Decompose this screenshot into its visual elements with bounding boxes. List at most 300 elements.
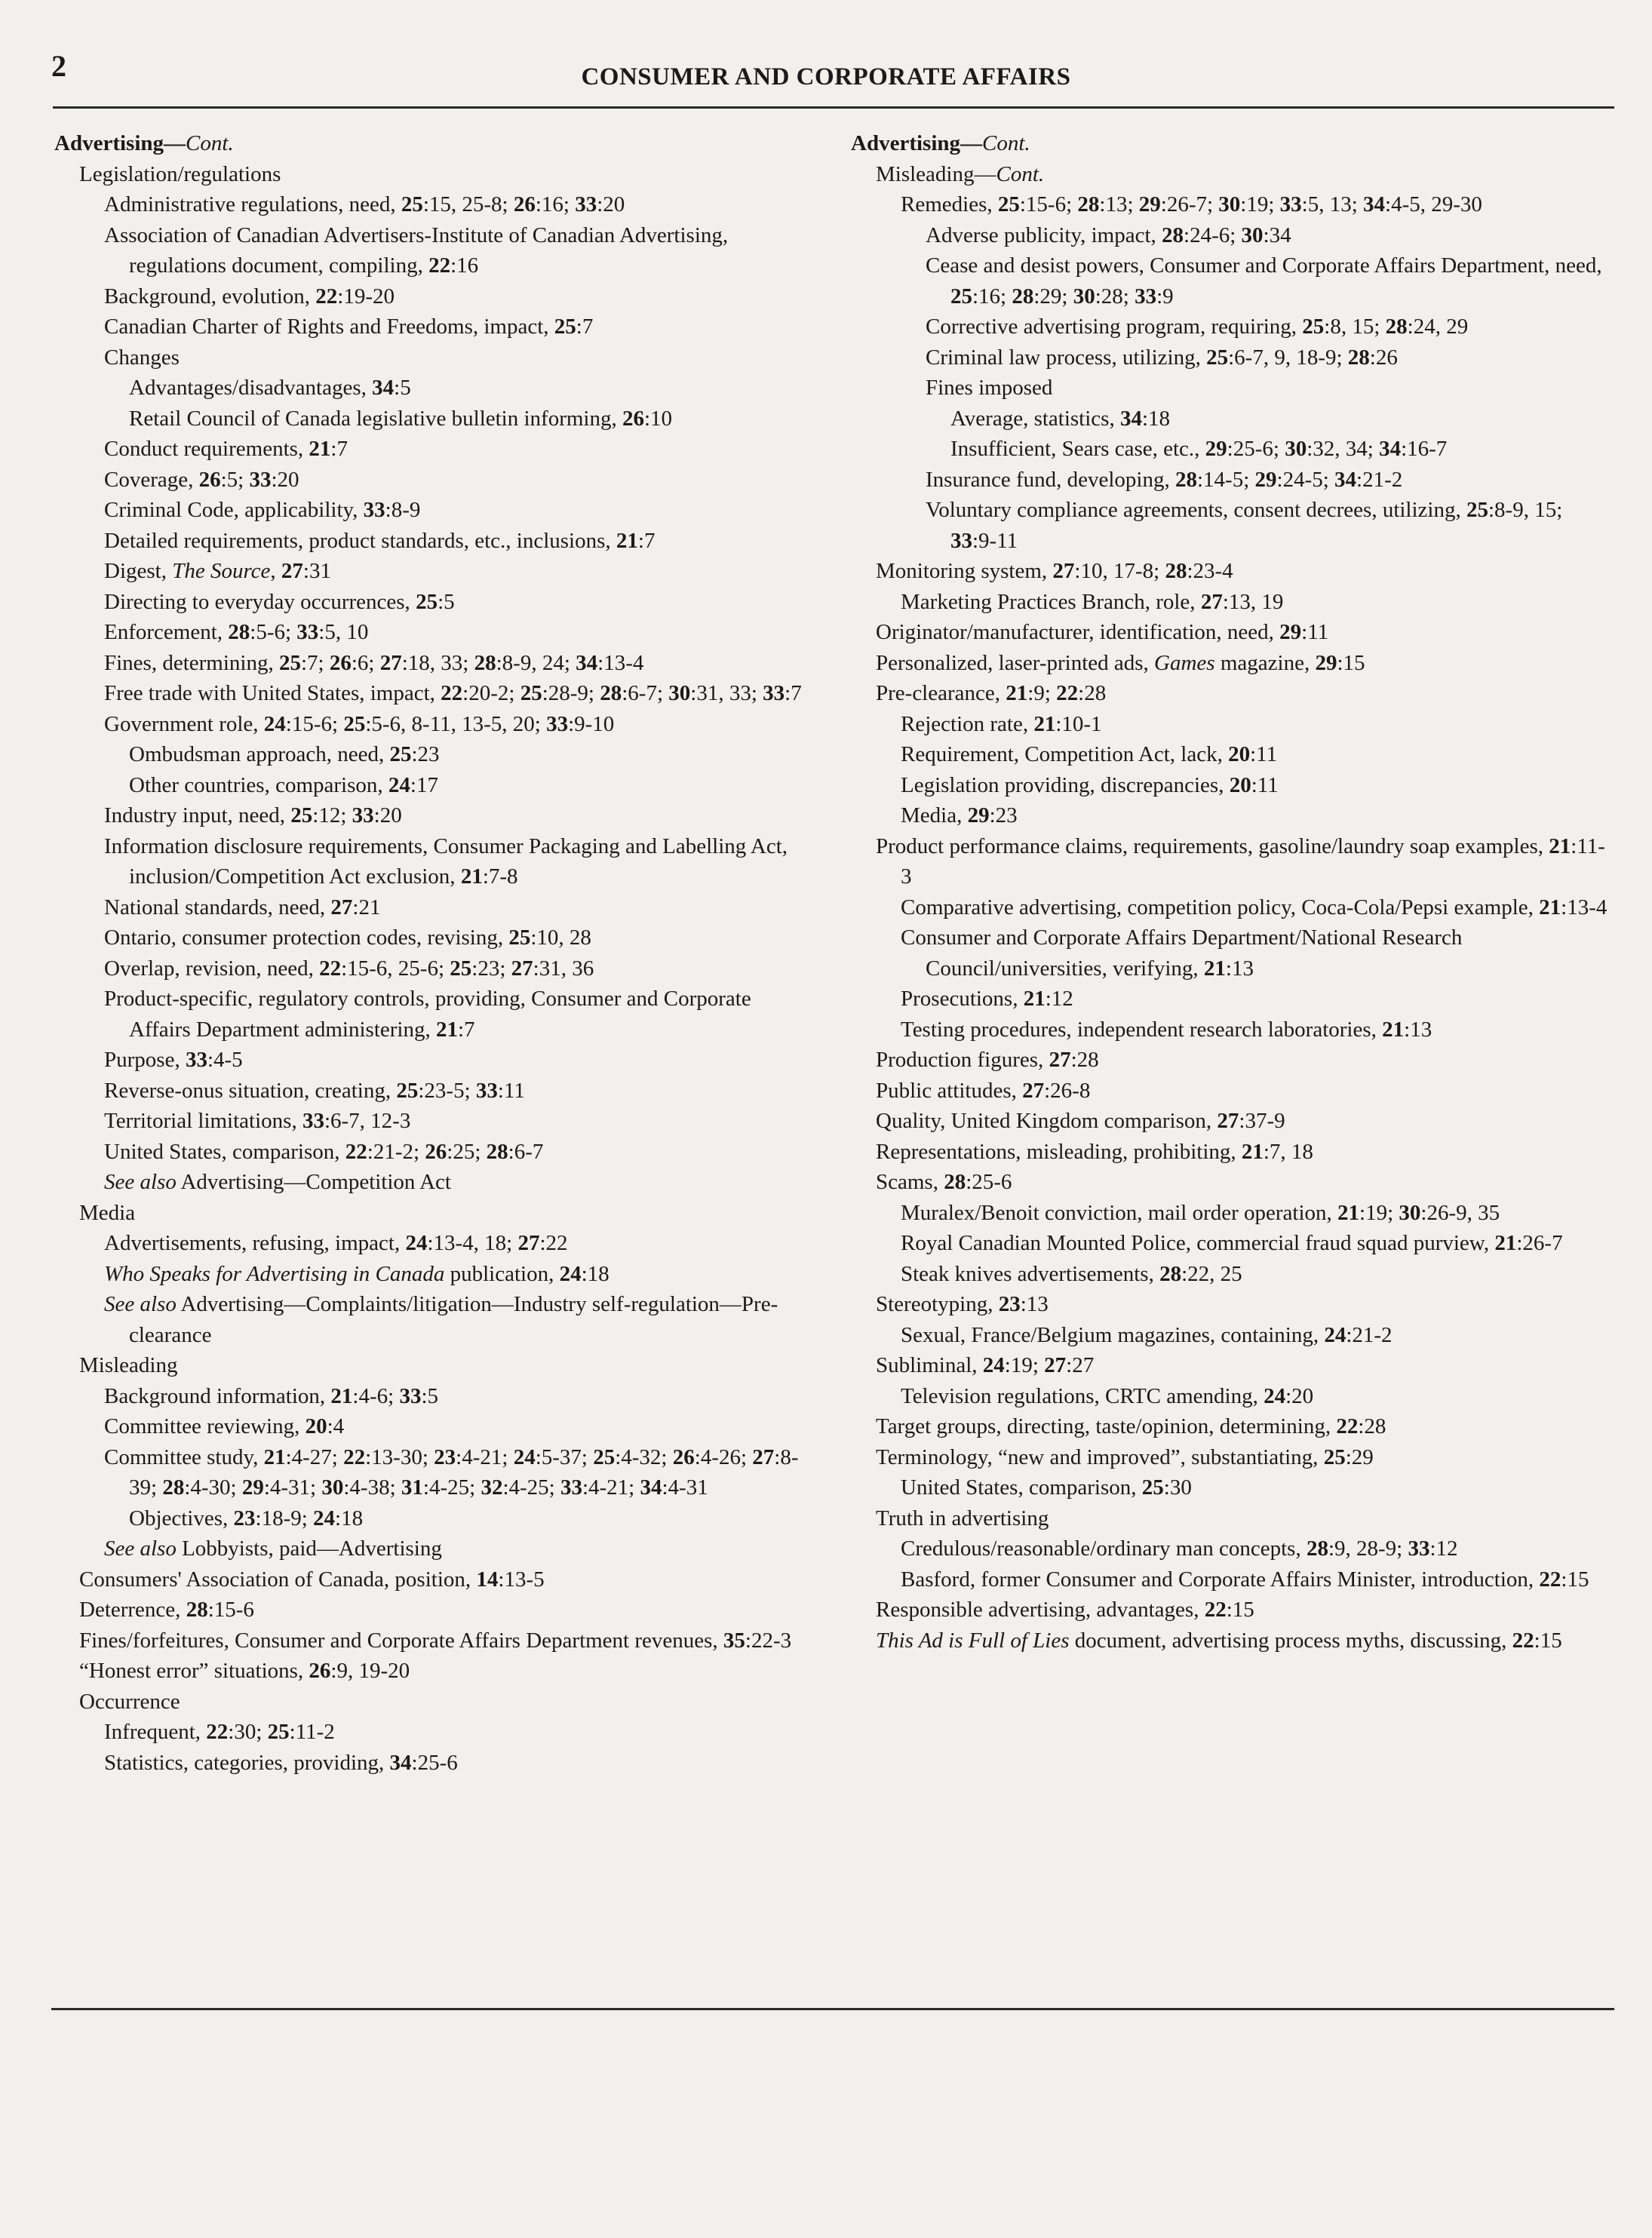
running-title: CONSUMER AND CORPORATE AFFAIRS bbox=[581, 63, 1071, 91]
issue-number: 25 bbox=[416, 589, 438, 614]
entry-text: :18 bbox=[1141, 406, 1171, 431]
issue-number: 22 bbox=[1056, 681, 1079, 705]
entry-text: :8-9 bbox=[385, 498, 421, 522]
entry-text: :25-6; bbox=[1227, 437, 1285, 461]
entry-text: Advertisements, refusing, impact, bbox=[104, 1231, 406, 1255]
entry-text: Criminal law process, utilizing, bbox=[926, 345, 1207, 370]
entry-text: Occurrence bbox=[79, 1689, 180, 1714]
entry-text: publication, bbox=[444, 1261, 560, 1286]
entry-text: Corrective advertising program, requiring, bbox=[926, 315, 1303, 339]
entry-text: :19; bbox=[1359, 1200, 1399, 1225]
entry-text: National standards, need, bbox=[104, 895, 331, 919]
issue-number: 24 bbox=[388, 772, 410, 797]
entry-text: :5 bbox=[394, 376, 411, 400]
entry-text: :30; bbox=[228, 1720, 268, 1744]
entry-text: Background information, bbox=[104, 1383, 331, 1408]
index-entry bbox=[851, 739, 1609, 770]
entry-text: :26 bbox=[1369, 345, 1398, 370]
issue-number: 27 bbox=[1044, 1353, 1067, 1377]
index-entry bbox=[851, 159, 1609, 190]
index-entry bbox=[54, 1198, 816, 1229]
issue-number: 31 bbox=[401, 1475, 423, 1500]
issue-number: 33 bbox=[352, 803, 374, 827]
entry-text: Product-specific, regulatory controls, providing, Consumer and Corporate Affairs Department administering, bbox=[104, 987, 751, 1042]
entry-text: :23; bbox=[471, 956, 511, 981]
entry-text: Average, statistics, bbox=[950, 406, 1120, 431]
index-entry bbox=[851, 1015, 1609, 1045]
entry-text: :31, 33; bbox=[690, 681, 763, 705]
entry-text: :26-7 bbox=[1516, 1231, 1563, 1255]
index-entry bbox=[54, 1350, 816, 1381]
issue-number: 33 bbox=[1135, 284, 1157, 309]
entry-text: :13 bbox=[1225, 956, 1254, 981]
entry-text: :20 bbox=[373, 803, 402, 827]
entry-text: :26-8 bbox=[1044, 1078, 1091, 1103]
issue-number: 26 bbox=[198, 467, 221, 492]
entry-text: Committee study, bbox=[104, 1444, 264, 1469]
entry-text: :24, 29 bbox=[1407, 315, 1469, 339]
entry-text: :7 bbox=[785, 681, 802, 705]
entry-text: Testing procedures, independent research laboratories, bbox=[901, 1017, 1383, 1042]
entry-text: :28; bbox=[1095, 284, 1135, 309]
entry-text: :15 bbox=[1561, 1567, 1589, 1592]
entry-text: :13 bbox=[1404, 1017, 1432, 1042]
index-entry bbox=[54, 404, 816, 434]
issue-number: 21 bbox=[1023, 987, 1046, 1011]
entry-text: Purpose, bbox=[104, 1048, 186, 1072]
entry-text: Responsible advertising, advantages, bbox=[876, 1598, 1205, 1622]
issue-number: 21 bbox=[1549, 833, 1571, 858]
entry-text: :4-6; bbox=[352, 1383, 400, 1408]
issue-number: 21 bbox=[1006, 681, 1028, 705]
issue-number: 32 bbox=[481, 1475, 503, 1500]
entry-text: :4-27; bbox=[285, 1444, 344, 1469]
entry-text: Advantages/disadvantages, bbox=[129, 376, 373, 400]
entry-text: :5-6, 8-11, 13-5, 20; bbox=[365, 711, 547, 736]
index-entry bbox=[54, 1137, 816, 1168]
index-entry bbox=[851, 1076, 1609, 1107]
index-entry bbox=[851, 1472, 1609, 1503]
issue-number: 25 bbox=[1302, 315, 1325, 339]
entry-text: :19; bbox=[1240, 192, 1280, 216]
entry-text: :15, 25-8; bbox=[422, 192, 514, 216]
entry-text: Media, bbox=[901, 803, 968, 827]
issue-number: 27 bbox=[1049, 1048, 1071, 1072]
entry-text: :13, 19 bbox=[1222, 589, 1284, 614]
index-entry bbox=[54, 1228, 816, 1259]
entry-text: :4-31 bbox=[662, 1475, 708, 1500]
italic-text: This Ad is Full of Lies bbox=[876, 1628, 1070, 1653]
index-entry bbox=[54, 1076, 816, 1107]
index-entry bbox=[851, 1442, 1609, 1473]
issue-number: 14 bbox=[476, 1567, 499, 1592]
issue-number: 24 bbox=[263, 711, 286, 736]
index-entry bbox=[54, 709, 816, 740]
issue-number: 25 bbox=[401, 192, 423, 216]
entry-text: :32, 34; bbox=[1307, 437, 1380, 461]
entry-text: :10, 17-8; bbox=[1074, 559, 1165, 583]
issue-number: 28 bbox=[162, 1475, 185, 1500]
issue-number: 21 bbox=[1382, 1017, 1405, 1042]
entry-text: Directing to everyday occurrences, bbox=[104, 589, 416, 614]
entry-text: Originator/manufacturer, identification, need, bbox=[876, 620, 1280, 644]
entry-text: :8-9, 15; bbox=[1488, 498, 1563, 522]
entry-text: :17 bbox=[410, 772, 438, 797]
issue-number: 21 bbox=[1337, 1200, 1360, 1225]
issue-number: 29 bbox=[1279, 620, 1302, 644]
entry-text: :22 bbox=[539, 1231, 568, 1255]
issue-number: 24 bbox=[513, 1444, 536, 1469]
entry-text: :10, 28 bbox=[530, 926, 591, 950]
index-entry bbox=[851, 1106, 1609, 1137]
entry-text: :20 bbox=[597, 192, 625, 216]
entry-text: :4-31; bbox=[263, 1475, 322, 1500]
entry-text: Requirement, Competition Act, lack, bbox=[901, 742, 1229, 766]
entry-text: :12 bbox=[1429, 1537, 1458, 1561]
entry-text: :23-5; bbox=[418, 1078, 476, 1103]
entry-text: Television regulations, CRTC amending, bbox=[901, 1383, 1264, 1408]
entry-text: :4-32; bbox=[615, 1444, 673, 1469]
entry-text: :7 bbox=[457, 1017, 475, 1042]
entry-text: :7; bbox=[300, 650, 330, 675]
index-entry bbox=[851, 556, 1609, 587]
issue-number: 27 bbox=[517, 1231, 540, 1255]
italic-text: Who Speaks for Advertising in Canada bbox=[104, 1261, 445, 1286]
entry-text: Enforcement, bbox=[104, 620, 229, 644]
issue-number: 24 bbox=[1264, 1383, 1286, 1408]
index-entry bbox=[851, 1320, 1609, 1351]
issue-number: 34 bbox=[640, 1475, 662, 1500]
issue-number: 29 bbox=[1205, 437, 1227, 461]
issue-number: 33 bbox=[296, 620, 319, 644]
entry-text: :4-5 bbox=[207, 1048, 243, 1072]
index-entry bbox=[851, 709, 1609, 740]
entry-text: :25; bbox=[447, 1139, 487, 1164]
issue-number: 30 bbox=[321, 1475, 344, 1500]
entry-text: , bbox=[270, 559, 281, 583]
issue-number: 20 bbox=[1228, 742, 1251, 766]
entry-text: Monitoring system, bbox=[876, 559, 1053, 583]
index-entry bbox=[54, 1381, 816, 1412]
entry-text: :37-9 bbox=[1239, 1109, 1285, 1133]
issue-number: 29 bbox=[241, 1475, 264, 1500]
entry-text: Committee reviewing, bbox=[104, 1414, 306, 1438]
index-entry bbox=[54, 465, 816, 496]
entry-text: :28 bbox=[1078, 681, 1107, 705]
index-entry bbox=[851, 1626, 1609, 1656]
entry-text: Association of Canadian Advertisers-Institute of Canadian Advertising, regulations document, compiling, bbox=[104, 223, 729, 278]
issue-number: 21 bbox=[1539, 895, 1561, 919]
page-number: 2 bbox=[51, 49, 66, 83]
italic-text: Games bbox=[1154, 650, 1215, 675]
index-entry bbox=[851, 404, 1609, 434]
entry-text: Canadian Charter of Rights and Freedoms, impact, bbox=[104, 315, 554, 339]
entry-text: :21-2; bbox=[367, 1139, 425, 1164]
issue-number: 21 bbox=[435, 1017, 458, 1042]
issue-number: 21 bbox=[1241, 1139, 1264, 1164]
index-entry bbox=[851, 1137, 1609, 1168]
index-entry bbox=[54, 189, 816, 220]
index-entry bbox=[851, 250, 1609, 312]
issue-number: 28 bbox=[228, 620, 250, 644]
italic-text: See also bbox=[104, 1170, 177, 1194]
issue-number: 24 bbox=[313, 1506, 336, 1530]
issue-number: 26 bbox=[329, 650, 352, 675]
entry-text: Public attitudes, bbox=[876, 1078, 1023, 1103]
entry-text: :4-21; bbox=[456, 1444, 514, 1469]
index-entry bbox=[851, 984, 1609, 1015]
index-entry bbox=[54, 587, 816, 618]
entry-text: :18 bbox=[581, 1261, 610, 1286]
entry-text: Statistics, categories, providing, bbox=[104, 1750, 390, 1775]
index-entry bbox=[851, 495, 1609, 556]
entry-text: :5 bbox=[438, 589, 455, 614]
issue-number: 24 bbox=[982, 1353, 1005, 1377]
index-entry bbox=[851, 648, 1609, 679]
index-entry bbox=[54, 434, 816, 465]
issue-number: 33 bbox=[363, 498, 385, 522]
entry-text: :27 bbox=[1066, 1353, 1095, 1377]
entry-text: :6; bbox=[351, 650, 380, 675]
issue-number: 22 bbox=[1336, 1414, 1359, 1438]
issue-number: 29 bbox=[1315, 650, 1337, 675]
issue-number: 34 bbox=[389, 1750, 412, 1775]
entry-text: Consumers' Association of Canada, position, bbox=[79, 1567, 477, 1592]
entry-text: :12 bbox=[1045, 987, 1073, 1011]
entry-text: Government role, bbox=[104, 711, 264, 736]
entry-text: Coverage, bbox=[104, 467, 199, 492]
issue-number: 30 bbox=[1241, 223, 1264, 247]
entry-text: :16 bbox=[450, 253, 479, 278]
entry-text: Industry input, need, bbox=[104, 803, 291, 827]
entry-text: Consumer and Corporate Affairs Department/National Research Council/universities, verifying, bbox=[901, 926, 1463, 981]
entry-text: :9, 28-9; bbox=[1328, 1537, 1408, 1561]
entry-text: :14-5; bbox=[1196, 467, 1255, 492]
entry-text: :7, 18 bbox=[1263, 1139, 1313, 1164]
issue-number: 25 bbox=[508, 926, 531, 950]
index-entry bbox=[54, 1259, 816, 1290]
issue-number: 27 bbox=[1200, 589, 1223, 614]
issue-number: 29 bbox=[967, 803, 990, 827]
entry-text: :11-2 bbox=[289, 1720, 335, 1744]
entry-text: Ontario, consumer protection codes, revising, bbox=[104, 926, 509, 950]
issue-number: 21 bbox=[263, 1444, 286, 1469]
index-entry bbox=[54, 1656, 816, 1687]
entry-text: :10 bbox=[643, 406, 673, 431]
issue-number: 21 bbox=[330, 1383, 353, 1408]
index-entry bbox=[54, 1564, 816, 1595]
entry-text: :6-7; bbox=[622, 681, 669, 705]
entry-text: :5-6; bbox=[250, 620, 297, 644]
issue-number: 33 bbox=[302, 1109, 324, 1133]
index-entry bbox=[54, 281, 816, 312]
entry-text: Comparative advertising, competition policy, Coca-Cola/Pepsi example, bbox=[901, 895, 1540, 919]
index-column-right bbox=[851, 128, 1609, 1656]
entry-text: Cease and desist powers, Consumer and Corporate Affairs Department, need, bbox=[926, 253, 1602, 278]
index-entry bbox=[54, 556, 816, 587]
index-entry bbox=[54, 159, 816, 190]
entry-text: :5; bbox=[220, 467, 250, 492]
index-entry bbox=[851, 831, 1609, 892]
entry-text: Rejection rate, bbox=[901, 711, 1034, 736]
entry-text: :20 bbox=[1285, 1383, 1314, 1408]
issue-number: 21 bbox=[309, 437, 331, 461]
issue-number: 28 bbox=[944, 1170, 966, 1194]
index-entry bbox=[851, 1198, 1609, 1229]
entry-text: :31 bbox=[302, 559, 331, 583]
issue-number: 30 bbox=[1218, 192, 1241, 216]
index-entry bbox=[851, 1381, 1609, 1412]
issue-number: 22 bbox=[441, 681, 463, 705]
issue-number: 23 bbox=[434, 1444, 456, 1469]
issue-number: 25 bbox=[554, 315, 576, 339]
entry-text: Prosecutions, bbox=[901, 987, 1024, 1011]
entry-text: :5-37; bbox=[535, 1444, 594, 1469]
entry-text: Quality, United Kingdom comparison, bbox=[876, 1109, 1218, 1133]
entry-text: Legislation/regulations bbox=[79, 161, 281, 186]
index-column-left bbox=[54, 128, 816, 1778]
entry-text: :13; bbox=[1099, 192, 1139, 216]
entry-text: magazine, bbox=[1214, 650, 1316, 675]
index-entry bbox=[54, 220, 816, 281]
entry-text: :13-4 bbox=[1561, 895, 1607, 919]
entry-text: :7 bbox=[330, 437, 348, 461]
entry-text: :11 bbox=[1250, 742, 1278, 766]
entry-text: :9, 19-20 bbox=[330, 1659, 410, 1683]
entry-text: Adverse publicity, impact, bbox=[926, 223, 1162, 247]
issue-number: 22 bbox=[343, 1444, 366, 1469]
index-entry bbox=[54, 1106, 816, 1137]
issue-number: 21 bbox=[1033, 711, 1056, 736]
index-entry bbox=[851, 373, 1609, 404]
issue-number: 28 bbox=[1306, 1537, 1328, 1561]
index-entry bbox=[851, 1167, 1609, 1198]
index-entry bbox=[851, 770, 1609, 801]
index-entry bbox=[851, 312, 1609, 342]
entry-text: :8-39; bbox=[129, 1444, 799, 1500]
issue-number: 25 bbox=[267, 1720, 290, 1744]
entry-text: :4-25; bbox=[422, 1475, 481, 1500]
entry-text: Remedies, bbox=[901, 192, 998, 216]
index-entry bbox=[851, 1289, 1609, 1320]
entry-text: :11 bbox=[1251, 772, 1279, 797]
entry-text: :24-6; bbox=[1184, 223, 1242, 247]
issue-number: 28 bbox=[1159, 1261, 1182, 1286]
entry-text: :11 bbox=[497, 1078, 525, 1103]
issue-number: 34 bbox=[1379, 437, 1402, 461]
italic-text: Cont. bbox=[996, 161, 1045, 186]
issue-number: 28 bbox=[1385, 315, 1408, 339]
issue-number: 25 bbox=[278, 650, 301, 675]
issue-number: 27 bbox=[511, 956, 533, 981]
entry-text: :28-9; bbox=[542, 681, 600, 705]
entry-text: Objectives, bbox=[129, 1506, 234, 1530]
entry-text: Steak knives advertisements, bbox=[901, 1261, 1160, 1286]
entry-text: :13-30; bbox=[365, 1444, 434, 1469]
index-entry bbox=[54, 1687, 816, 1718]
entry-text: Fines/forfeitures, Consumer and Corporate Affairs Department revenues, bbox=[79, 1628, 723, 1653]
italic-text: See also bbox=[104, 1292, 177, 1316]
entry-text: :20-2; bbox=[462, 681, 520, 705]
issue-number: 22 bbox=[319, 956, 342, 981]
entry-text: Detailed requirements, product standards, etc., inclusions, bbox=[104, 528, 616, 553]
entry-text: :30 bbox=[1163, 1475, 1192, 1500]
index-entry bbox=[54, 923, 816, 953]
issue-number: 22 bbox=[315, 284, 338, 309]
issue-number: 24 bbox=[1324, 1322, 1346, 1347]
entry-text: :29; bbox=[1033, 284, 1073, 309]
entry-text: :11 bbox=[1301, 620, 1329, 644]
entry-text: :15-6 bbox=[207, 1598, 254, 1622]
issue-number: 33 bbox=[546, 711, 569, 736]
entry-text: Changes bbox=[104, 345, 180, 370]
entry-text: :12; bbox=[312, 803, 352, 827]
entry-text: :21-2 bbox=[1346, 1322, 1393, 1347]
entry-text: :23 bbox=[411, 742, 440, 766]
entry-text: Other countries, comparison, bbox=[129, 772, 388, 797]
entry-text: Information disclosure requirements, Consumer Packaging and Labelling Act, inclusion/Competition Act exclusion, bbox=[104, 833, 788, 889]
issue-number: 25 bbox=[343, 711, 366, 736]
entry-text: :6-7, 12-3 bbox=[324, 1109, 411, 1133]
entry-text: Administrative regulations, need, bbox=[104, 192, 401, 216]
issue-number: 25 bbox=[1206, 345, 1229, 370]
issue-number: 25 bbox=[950, 284, 972, 309]
entry-text: :26-9, 35 bbox=[1420, 1200, 1500, 1225]
issue-number: 25 bbox=[1466, 498, 1488, 522]
entry-text: Digest, bbox=[104, 559, 173, 583]
index-entry bbox=[851, 189, 1609, 220]
entry-text: Fines, determining, bbox=[104, 650, 279, 675]
index-entry bbox=[54, 1167, 816, 1198]
entry-text: :13 bbox=[1020, 1292, 1049, 1316]
continued-label: Cont. bbox=[186, 131, 234, 155]
issue-number: 27 bbox=[330, 895, 353, 919]
index-entry bbox=[54, 373, 816, 404]
entry-text: Scams, bbox=[876, 1170, 944, 1194]
index-entry bbox=[54, 1533, 816, 1564]
issue-number: 28 bbox=[474, 650, 496, 675]
index-entry bbox=[54, 1442, 816, 1503]
issue-number: 33 bbox=[575, 192, 597, 216]
issue-number: 22 bbox=[206, 1720, 229, 1744]
entry-text: :8, 15; bbox=[1324, 315, 1386, 339]
issue-number: 28 bbox=[1077, 192, 1100, 216]
index-entry bbox=[851, 800, 1609, 831]
entry-heading: Advertising— bbox=[54, 131, 186, 155]
entry-text: United States, comparison, bbox=[104, 1139, 345, 1164]
header-rule bbox=[53, 106, 1614, 109]
issue-number: 22 bbox=[1204, 1598, 1227, 1622]
index-entry bbox=[851, 892, 1609, 923]
issue-number: 34 bbox=[1363, 192, 1386, 216]
entry-text: :24-5; bbox=[1276, 467, 1335, 492]
issue-number: 26 bbox=[513, 192, 536, 216]
italic-text: The Source bbox=[172, 559, 271, 583]
entry-text: Retail Council of Canada legislative bulletin informing, bbox=[129, 406, 622, 431]
issue-number: 26 bbox=[622, 406, 644, 431]
index-entry bbox=[851, 128, 1609, 159]
index-entry bbox=[54, 984, 816, 1045]
issue-number: 25 bbox=[997, 192, 1020, 216]
entry-text: :31, 36 bbox=[533, 956, 594, 981]
entry-text: Credulous/reasonable/ordinary man concepts, bbox=[901, 1537, 1307, 1561]
entry-text: Subliminal, bbox=[876, 1353, 983, 1377]
entry-text: :18-9; bbox=[255, 1506, 314, 1530]
index-entry bbox=[851, 587, 1609, 618]
index-entry bbox=[54, 800, 816, 831]
index-entry bbox=[851, 1045, 1609, 1076]
entry-text: :19-20 bbox=[337, 284, 395, 309]
